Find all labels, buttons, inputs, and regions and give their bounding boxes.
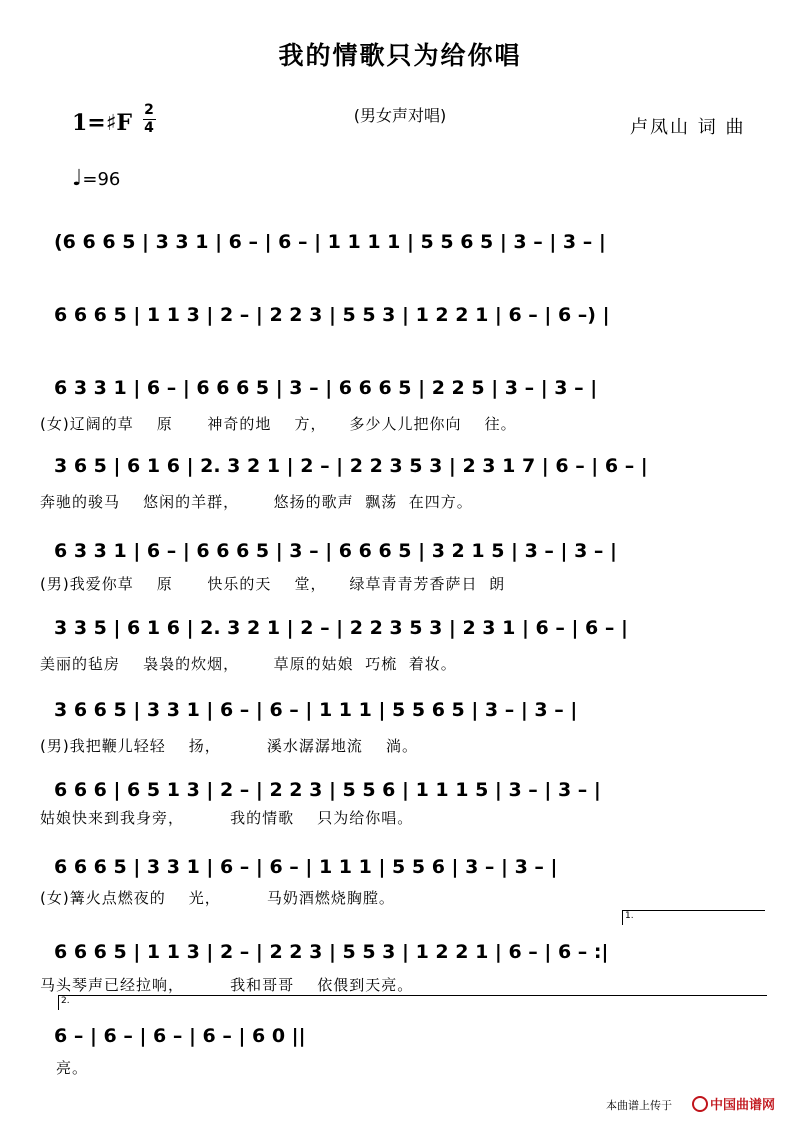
score-row-7: 3 6 6 5 | 3 3 1 | 6 – | 6 – | 1 1 1 | 5 5 6 5 | 3 – | 3 – | (54, 699, 578, 721)
tempo-marking (72, 166, 120, 191)
lyric-line-9: 亮。 (56, 1059, 89, 1077)
lyric-line-5: (男)我把鞭儿轻轻 扬， 溪水潺潺地流 淌。 (40, 737, 418, 755)
site-logo-text: 中国曲谱网 (710, 1098, 776, 1113)
lyric-line-2: 奔驰的骏马 悠闲的羊群， 悠扬的歌声 飘荡 在四方。 (40, 493, 473, 511)
score-row-4: 3 6 5 | 6 1 6 | 2. 3 2 1 | 2 – | 2 2 3 5 3 | 2 3 1 7 | 6 – | 6 – | (54, 455, 648, 477)
first-ending-bracket: 1. (622, 910, 765, 925)
time-signature-bottom: 4 (144, 120, 154, 136)
second-ending-bracket: 2. (58, 995, 767, 1010)
score-row-3: 6 3 3 1 | 6 – | 6 6 6 5 | 3 – | 6 6 6 5 | 2 2 5 | 3 – | 3 – | (54, 377, 598, 399)
score-row-2: 6 6 6 5 | 1 1 3 | 2 – | 2 2 3 | 5 5 3 | 1 2 2 1 | 6 – | 6 –) | (54, 304, 610, 326)
score-row-9: 6 6 6 5 | 3 3 1 | 6 – | 6 – | 1 1 1 | 5 5 6 | 3 – | 3 – | (54, 856, 558, 878)
subtitle: (男女声对唱) (353, 106, 447, 125)
score-row-6: 3 3 5 | 6 1 6 | 2. 3 2 1 | 2 – | 2 2 3 5 3 | 2 3 1 | 6 – | 6 – | (54, 617, 628, 639)
lyric-line-4: 美丽的毡房 袅袅的炊烟， 草原的姑娘 巧梳 着妆。 (40, 655, 457, 673)
lyric-line-6: 姑娘快来到我身旁， 我的情歌 只为给你唱。 (40, 809, 414, 827)
logo-icon (692, 1096, 708, 1112)
time-signature-top: 2 (144, 102, 154, 118)
quarter-note-icon: ♩ (72, 166, 83, 191)
lyric-line-7: (女)篝火点燃夜的 光， 马奶酒燃烧胸膛。 (40, 889, 395, 907)
key-signature: 1=♯F (72, 110, 133, 136)
lyric-line-8: 马头琴声已经拉响， 我和哥哥 依偎到天亮。 (40, 976, 414, 994)
site-logo (692, 1094, 775, 1113)
credit: 卢凤山 词 曲 (630, 117, 746, 138)
tempo-value: =96 (82, 169, 121, 190)
page-title: 我的情歌只为给你唱 (278, 41, 522, 70)
score-row-1: (6 6 6 5 | 3 3 1 | 6 – | 6 – | 1 1 1 1 | 5 5 6 5 | 3 – | 3 – | (54, 231, 606, 253)
score-row-11: 6 – | 6 – | 6 – | 6 – | 6 0 || (54, 1025, 306, 1047)
lyric-line-1: (女)辽阔的草 原 神奇的地 方， 多少人儿把你向 往。 (40, 415, 517, 433)
score-row-10: 6 6 6 5 | 1 1 3 | 2 – | 2 2 3 | 5 5 3 | 1 2 2 1 | 6 – | 6 – :| (54, 941, 609, 963)
score-row-5: 6 3 3 1 | 6 – | 6 6 6 5 | 3 – | 6 6 6 5 | 3 2 1 5 | 3 – | 3 – | (54, 540, 617, 562)
lyric-line-3: (男)我爱你草 原 快乐的天 堂， 绿草青青芳香萨日 朗 (40, 575, 506, 593)
upload-note: 本曲谱上传于 (606, 1099, 672, 1112)
score-row-8: 6 6 6 | 6 5 1 3 | 2 – | 2 2 3 | 5 5 6 | 1 1 1 5 | 3 – | 3 – | (54, 779, 601, 801)
